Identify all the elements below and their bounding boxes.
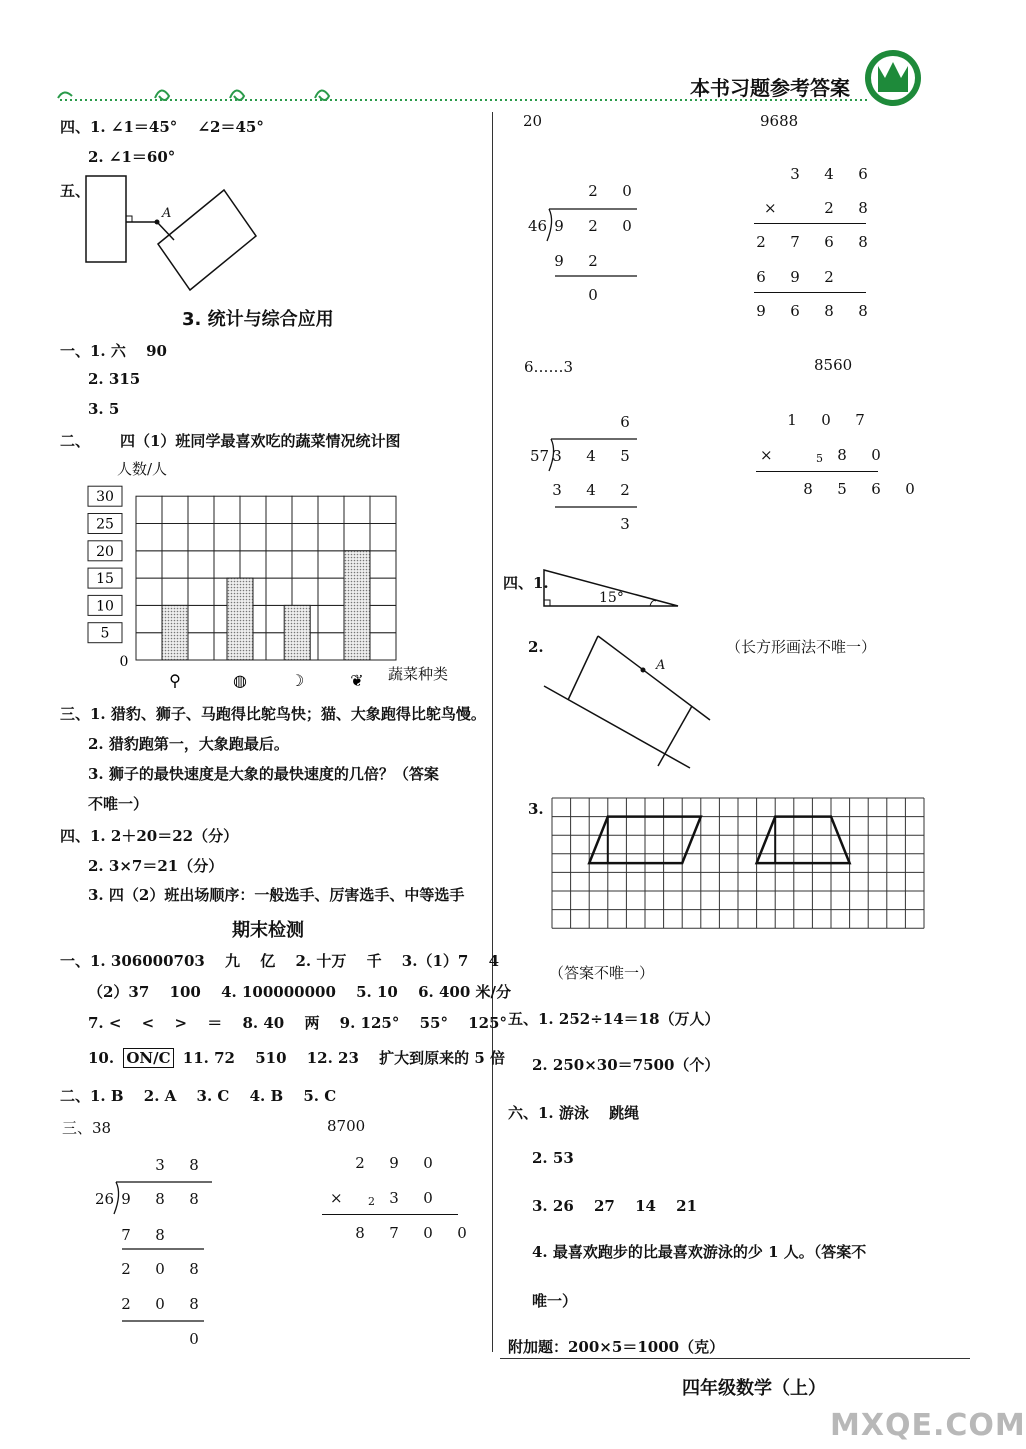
mul1-small: 2 [368,1195,375,1208]
div2-divisor: 46 [528,217,548,235]
mul1-bottom: 3 0 [389,1189,433,1207]
right-q4-2: 2. [528,638,544,656]
rectangle-drawing [80,170,360,290]
mul2-top: 3 4 6 [790,165,868,183]
final-1d-post: 11. 72 510 12. 23 扩大到原来的 5 倍 [182,1049,506,1067]
mul3-top: 1 0 7 [787,411,865,429]
section3-title: 3. 统计与综合应用 [182,309,334,330]
header-title: 本书习题参考答案 [690,76,850,100]
y-tick-0: 0 [119,654,129,670]
mul2-p1: 2 7 6 8 [756,233,868,251]
right-q4-2-note: （长方形画法不唯一） [726,638,877,656]
carrot-icon: ⚲ [169,671,181,690]
y-tick-4: 20 [96,543,114,560]
final-3-label: 三、38 [62,1119,112,1137]
div3-r1: 3 4 2 [552,481,630,499]
div1-r1: 7 8 [121,1226,165,1244]
chart-bar-1 [227,578,253,660]
div1-quotient: 3 8 [155,1156,199,1174]
div3-divisor: 57 [530,447,550,465]
right-q4-3: 3. [528,800,544,818]
chart-ylabel: 人数/人 [117,460,168,478]
left-s4b-2: 2. 3×7＝21（分） [88,857,224,875]
final-title: 期末检测 [232,920,304,941]
trapezoid-1 [757,817,850,864]
left-s3-3a: 3. 狮子的最快速度是大象的最快速度的几倍？（答案 [88,765,439,783]
footer-line [500,1358,970,1359]
triangle-angle: 15° [599,590,624,606]
final-3-product: 8700 [327,1117,366,1135]
div1-divisor: 26 [95,1190,115,1208]
final-1a: 一、1. 306000703 九 亿 2. 十万 千 3.（1）7 4 [60,952,500,970]
right-s5-1: 五、1. 252÷14＝18（万人） [508,1010,720,1028]
div1-dividend: 9 8 8 [121,1190,199,1208]
chart-bar-0 [162,605,188,660]
left-s4-2: 2. ∠1＝60° [88,148,176,166]
column-divider [492,112,493,1352]
parallelogram-grid [548,796,928,936]
header-decoration [0,0,1000,110]
left-a1: 一、1. 六 90 [60,342,167,360]
div2-quotient: 2 0 [588,182,632,200]
tomato-icon: ◍ [233,671,247,690]
div3-quotient: 6 [620,413,630,431]
mul3-bottom: 8 0 [837,446,881,464]
footer-label: 四年级数学（上） [682,1378,826,1399]
right-8560: 8560 [814,356,853,374]
mul2-result: 9 6 8 8 [756,302,868,320]
right-9688: 9688 [760,112,799,130]
right-20: 20 [523,112,543,130]
left-s3-2: 2. 猎豹跑第一，大象跑最后。 [88,735,289,753]
left-s4-1: 四、1. ∠1＝45° ∠2＝45° [60,118,264,136]
div3-lines [543,437,663,557]
right-extra: 附加题：200×5＝1000（克） [508,1338,725,1356]
div3-dividend: 3 4 5 [552,447,630,465]
mul3-result: 8 5 6 0 [803,480,915,498]
mul1-result: 8 7 0 0 [355,1224,467,1242]
final-1d [88,1047,505,1068]
div2-rem: 0 [588,286,598,304]
left-q2-prefix: 二、 [60,432,91,450]
on-c-key: ON/C [123,1048,173,1068]
final-1c: 7. < < > ＝ 8. 40 两 9. 125° 55° 125° [88,1014,507,1032]
div1-rem: 0 [189,1330,199,1348]
eggplant-icon: ☽ [290,671,305,690]
mul1-top: 2 9 0 [355,1154,433,1172]
footer-watermark: MXQE.COM [830,1408,1026,1443]
mul3-op: × [760,446,773,464]
final-1d-pre: 10. [88,1049,115,1067]
left-point-a: A [162,206,172,221]
left-s3-1: 三、1. 猎豹、狮子、马跑得比鸵鸟快；猫、大象跑得比鸵鸟慢。 [60,705,486,723]
mul1-line [322,1214,458,1215]
chart-bar-3 [344,551,370,660]
final-2: 二、1. B 2. A 3. C 4. B 5. C [60,1087,337,1105]
y-tick-5: 25 [96,516,114,533]
mul2-p2: 6 9 2 [756,268,834,286]
right-q4-3-note: （答案不唯一） [549,964,655,982]
right-s5-2: 2. 250×30＝7500（个） [532,1056,720,1074]
div3-rem: 3 [620,515,630,533]
mul2-op: × [764,199,777,217]
mul2-bottom: 2 8 [824,199,868,217]
chart-bar-2 [284,605,310,660]
chart-xlabel: 蔬菜种类 [388,665,449,683]
div2-lines [541,207,661,327]
right-s6-2: 2. 53 [532,1149,574,1167]
y-tick-1: 5 [100,625,110,642]
final-1b: （2）37 100 4. 100000000 5. 10 6. 400 米/分 [88,983,511,1001]
div1-lines [108,1180,228,1380]
y-tick-3: 15 [96,571,114,588]
right-s6-3: 3. 26 27 14 21 [532,1197,698,1215]
left-s5: 五、 [60,182,91,200]
div2-r1: 9 2 [554,252,598,270]
right-q4-1: 四、1. [503,574,549,592]
right-point-a: A [656,658,666,673]
left-s4b-3: 3. 四（2）班出场顺序：一般选手、厉害选手、中等选手 [88,886,465,904]
left-s3-3b: 不唯一） [88,795,149,813]
mul1-op: × [330,1189,343,1207]
div2-dividend: 9 2 0 [554,217,632,235]
left-a2: 2. 315 [88,370,141,388]
mul3-line [756,471,878,472]
right-s6-1: 六、1. 游泳 跳绳 [508,1104,640,1122]
left-a3: 3. 5 [88,400,120,418]
potato-icon: ❦ [350,671,364,690]
div1-r2: 2 0 8 [121,1260,199,1278]
left-s4b-1: 四、1. 2＋20＝22（分） [60,827,239,845]
y-tick-6: 30 [96,489,114,506]
right-s6-4b: 唯一） [532,1292,578,1310]
right-s6-4a: 4. 最喜欢跑步的比最喜欢游泳的少 1 人。（答案不 [532,1243,867,1261]
rectangle-on-line [540,630,740,780]
mul3-small: 5 [816,452,823,465]
mul2-line-1 [754,223,866,224]
div1-r3: 2 0 8 [121,1295,199,1313]
mul2-line-2 [754,292,866,293]
y-tick-2: 10 [96,598,114,615]
chart-title: 四（1）班同学最喜欢吃的蔬菜情况统计图 [120,432,401,450]
right-6-3: 6……3 [524,358,574,376]
